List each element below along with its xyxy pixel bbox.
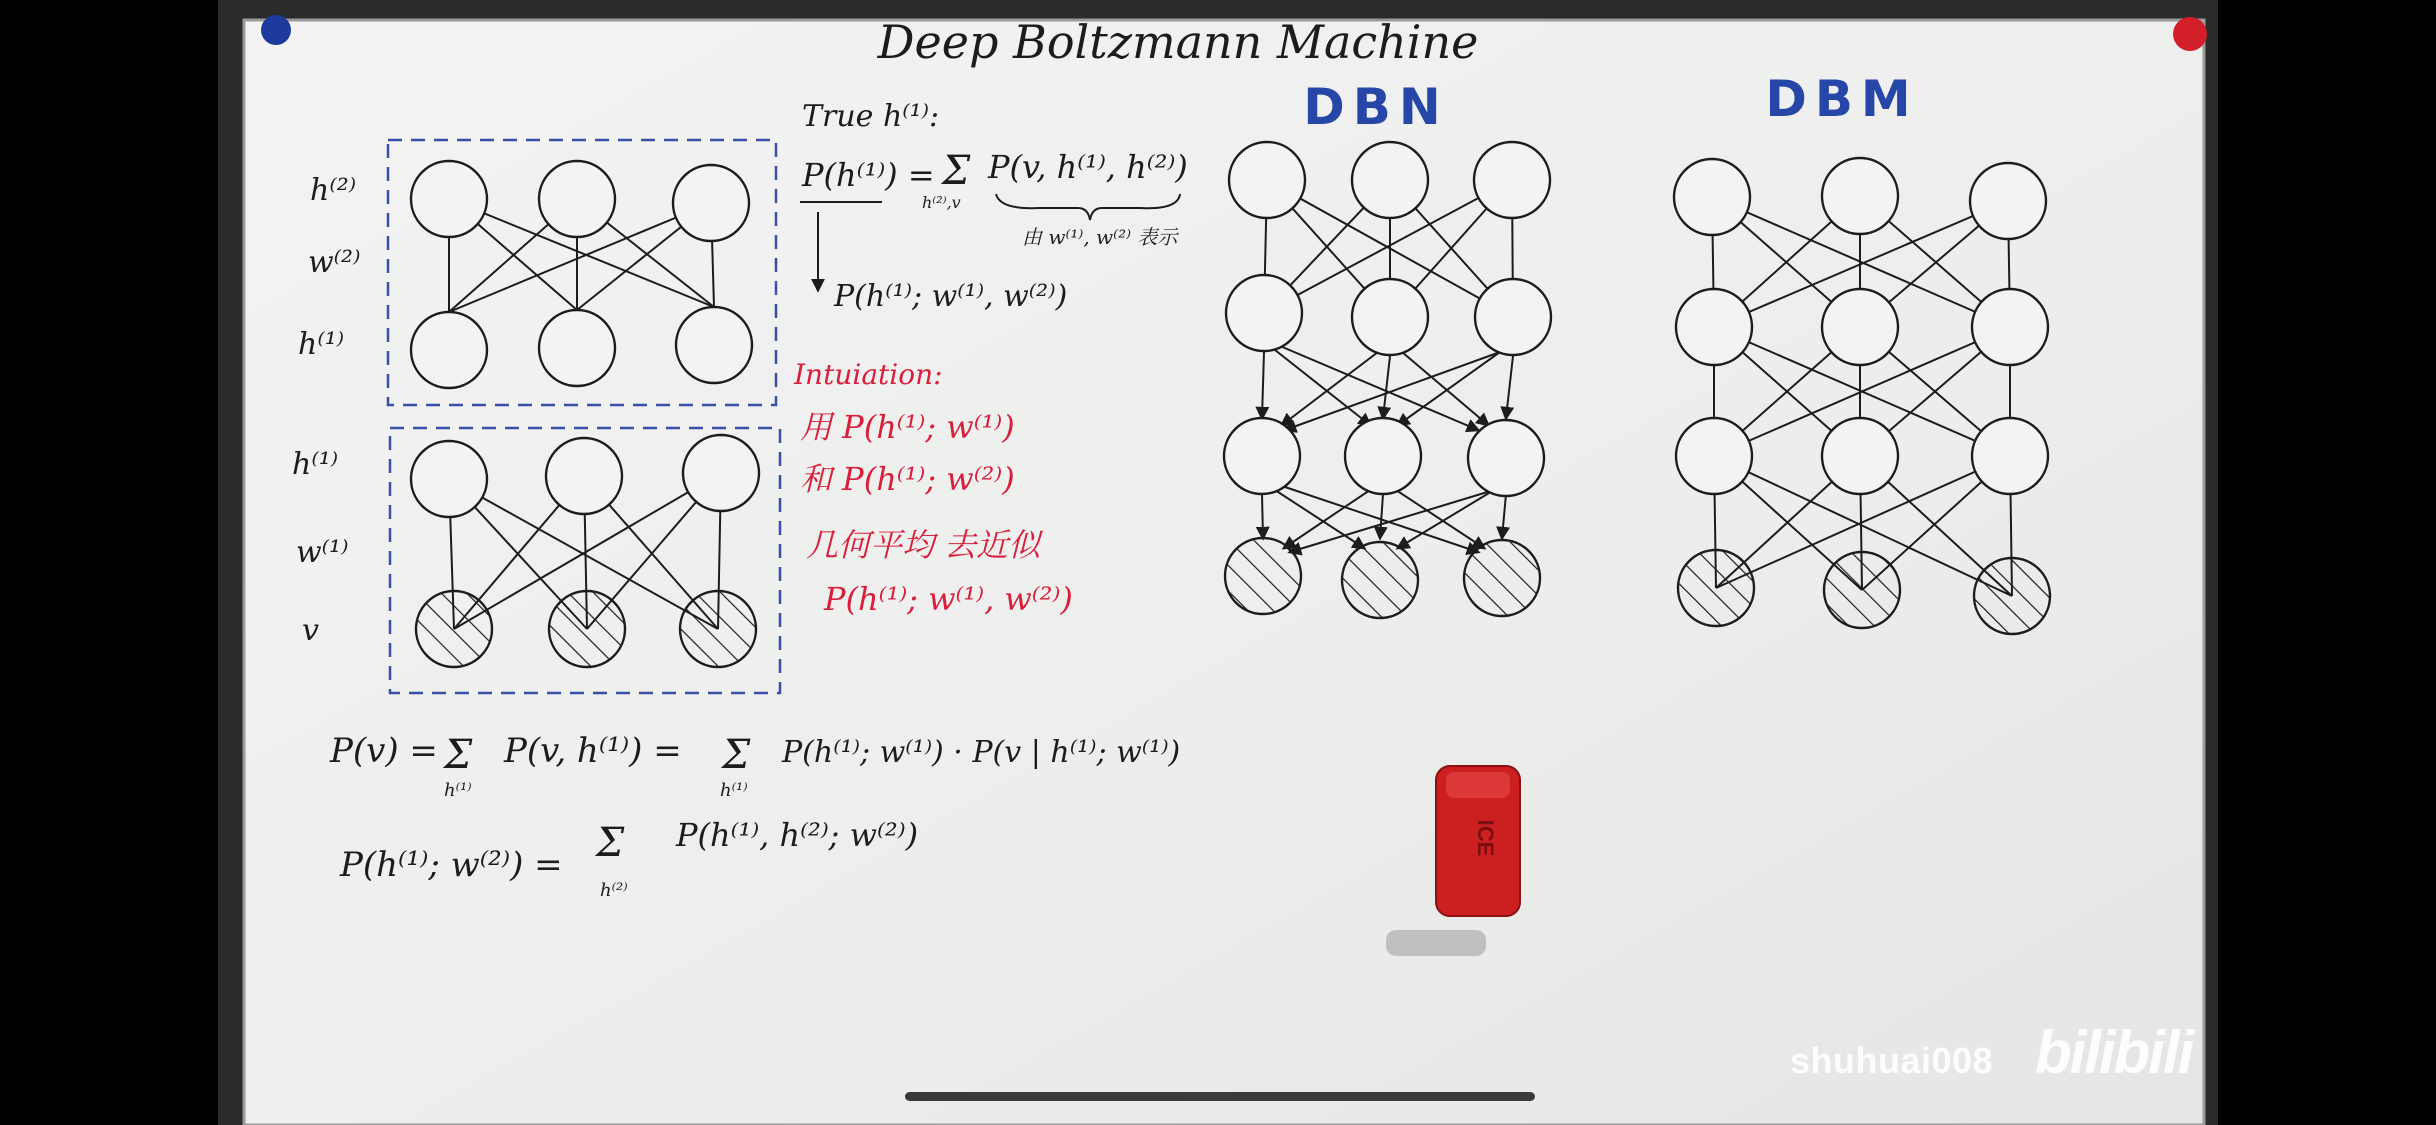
eq-ph-rhs-2: P(h⁽¹⁾, h⁽²⁾; w⁽²⁾) [676, 816, 919, 854]
dbm-node [1970, 163, 2046, 239]
sum-symbol: Σ [596, 820, 625, 866]
eq-pv-sum1-sub: h⁽¹⁾ [444, 780, 472, 801]
magnet-blue [261, 15, 291, 45]
dbn-node [1474, 142, 1550, 218]
dbm-node [1822, 418, 1898, 494]
dbm-node [1676, 418, 1752, 494]
eq-ph-lhs: P(h⁽¹⁾) = [802, 156, 935, 194]
label-v: v [302, 613, 319, 648]
label-h1-lower: h⁽¹⁾ [292, 447, 339, 482]
eq-pv-sum2-sub: h⁽¹⁾ [720, 780, 748, 801]
dbm-node [1822, 158, 1898, 234]
eq-ph-sum-sub: h⁽²⁾ [600, 880, 628, 901]
intuition-line: 几何平均 去近似 [806, 526, 1041, 564]
label-h2: h⁽²⁾ [310, 173, 357, 208]
dbn-node [1226, 275, 1302, 351]
dbn-node [1352, 142, 1428, 218]
dbm-node [1972, 418, 2048, 494]
label-w2: w⁽²⁾ [308, 245, 361, 280]
dbm-title: DBM [1765, 70, 1919, 128]
sum-symbol: Σ [722, 732, 751, 778]
intuition-line: 和 P(h⁽¹⁾; w⁽²⁾) [800, 460, 1015, 498]
sum-symbol: Σ [942, 148, 971, 194]
board-title: Deep Boltzmann Machine [877, 15, 1479, 69]
node-h1 [546, 438, 622, 514]
node-h2 [673, 165, 749, 241]
true-h-label: True h⁽¹⁾: [802, 99, 940, 134]
watermark-username: shuhuai008 [1790, 1040, 1994, 1081]
dbn-node [1475, 279, 1551, 355]
intuition-line: P(h⁽¹⁾; w⁽¹⁾, w⁽²⁾) [824, 580, 1073, 618]
label-h1: h⁽¹⁾ [298, 327, 345, 362]
eq-ph-lhs-2: P(h⁽¹⁾; w⁽²⁾) = [340, 845, 563, 885]
intuition-line: 用 P(h⁽¹⁾; w⁽¹⁾) [800, 408, 1015, 446]
label-w1: w⁽¹⁾ [296, 535, 349, 570]
node-h1 [539, 310, 615, 386]
dbm-visible-node [1678, 550, 1754, 626]
eq-pv-mid: P(v, h⁽¹⁾) = [504, 731, 682, 771]
sum-symbol: Σ [444, 732, 473, 778]
node-visible [416, 591, 492, 667]
dbn-node [1229, 142, 1305, 218]
dbm-node [1972, 289, 2048, 365]
brace-note: 由 w⁽¹⁾, w⁽²⁾ 表示 [1022, 225, 1178, 249]
magnet-red [2173, 17, 2207, 51]
dbm-visible-node [1974, 558, 2050, 634]
eq-sum-sub: h⁽²⁾,v [922, 193, 961, 212]
eq-pv-rhs: P(h⁽¹⁾; w⁽¹⁾) · P(v | h⁽¹⁾; w⁽¹⁾) [782, 735, 1181, 770]
dbn-visible-node [1342, 542, 1418, 618]
home-indicator[interactable] [905, 1092, 1535, 1101]
node-h1 [411, 441, 487, 517]
dbn-visible-node [1464, 540, 1540, 616]
dbn-node [1352, 279, 1428, 355]
dbm-node [1674, 159, 1750, 235]
eraser-brand: ICE [1473, 819, 1498, 857]
node-h1 [683, 435, 759, 511]
node-visible [549, 591, 625, 667]
node-h1 [676, 307, 752, 383]
dbm-node [1822, 289, 1898, 365]
dbn-title: DBN [1303, 78, 1449, 136]
node-h2 [539, 161, 615, 237]
node-visible [680, 591, 756, 667]
intuition-heading: Intuiation: [794, 358, 943, 391]
dbm-node [1676, 289, 1752, 365]
eq-ph-rhs: P(v, h⁽¹⁾, h⁽²⁾) [988, 148, 1188, 186]
dbn-node [1345, 418, 1421, 494]
dbn-visible-node [1225, 538, 1301, 614]
arrow-result: P(h⁽¹⁾; w⁽¹⁾, w⁽²⁾) [834, 279, 1068, 314]
node-h1 [411, 312, 487, 388]
dbn-node [1224, 418, 1300, 494]
node-h2 [411, 161, 487, 237]
bilibili-logo: bilibili [2035, 1019, 2193, 1086]
dbn-node [1468, 420, 1544, 496]
dbm-visible-node [1824, 552, 1900, 628]
eq-pv-lhs: P(v) = [330, 731, 438, 771]
